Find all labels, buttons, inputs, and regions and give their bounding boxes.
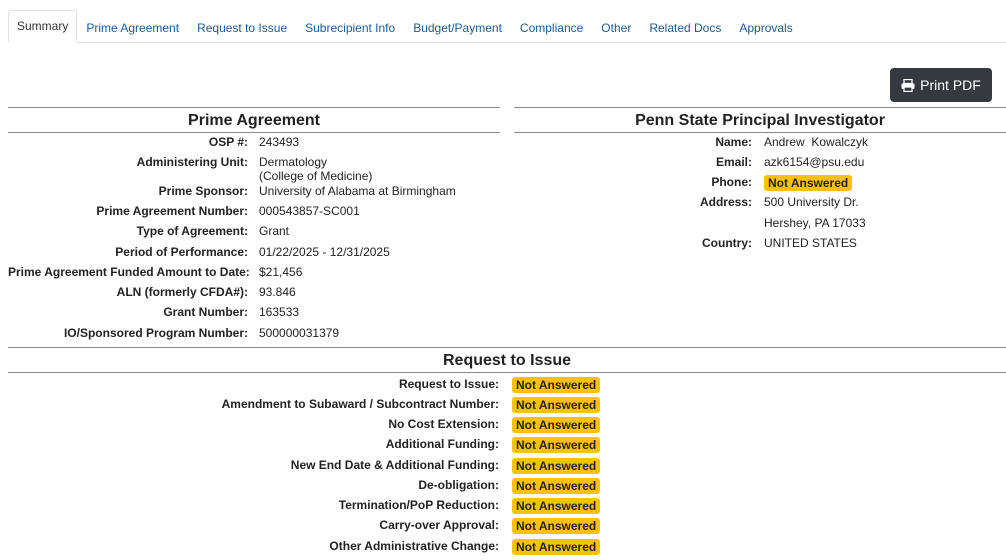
tab-other[interactable]: Other [601, 21, 632, 35]
grant-number-value: 163533 [259, 305, 300, 319]
prime-agreement-number-value: 000543857-SC001 [259, 204, 360, 218]
period-of-performance-value: 01/22/2025 - 12/31/2025 [259, 245, 390, 259]
termination-pop-reduction-label: Termination/PoP Reduction: [338, 498, 499, 512]
administering-unit-value: Dermatology [259, 155, 328, 169]
request-to-issue-badge: Not Answered [512, 377, 600, 393]
prime-agreement-heading: Prime Agreement [8, 107, 500, 133]
tab-related-docs[interactable]: Related Docs [649, 21, 722, 35]
aln-value: 93.846 [259, 285, 296, 299]
de-obligation-badge: Not Answered [512, 478, 600, 494]
printer-icon [901, 79, 915, 92]
pi-country-label: Country: [702, 236, 752, 250]
agreement-type-label: Type of Agreement: [136, 224, 248, 238]
tab-prime-agreement[interactable]: Prime Agreement [86, 21, 180, 35]
request-to-issue-heading: Request to Issue [8, 347, 1006, 373]
no-cost-extension-label: No Cost Extension: [388, 417, 499, 431]
agreement-type-value: Grant [259, 224, 290, 238]
administering-unit-college: (College of Medicine) [259, 169, 373, 183]
other-administrative-change-badge: Not Answered [512, 539, 600, 555]
additional-funding-badge: Not Answered [512, 437, 600, 453]
osp-label: OSP #: [208, 135, 248, 149]
carry-over-approval-label: Carry-over Approval: [379, 518, 499, 532]
other-administrative-change-label: Other Administrative Change: [329, 539, 499, 553]
pi-address-line1: 500 University Dr. [764, 195, 859, 209]
prime-sponsor-label: Prime Sponsor: [158, 184, 248, 198]
de-obligation-label: De-obligation: [418, 478, 499, 492]
additional-funding-label: Additional Funding: [385, 437, 499, 451]
pi-address-line2: Hershey, PA 17033 [764, 216, 866, 230]
grant-number-label: Grant Number: [163, 305, 248, 319]
tab-compliance[interactable]: Compliance [519, 21, 584, 35]
print-pdf-label: Print PDF [920, 77, 981, 93]
principal-investigator-heading: Penn State Principal Investigator [514, 107, 1006, 133]
pi-email-label: Email: [715, 155, 752, 169]
tab-subrecipient-info[interactable]: Subrecipient Info [305, 21, 396, 35]
pi-phone-status-badge: Not Answered [764, 175, 852, 191]
pi-country-value: UNITED STATES [764, 236, 857, 250]
tab-summary[interactable]: Summary [8, 10, 77, 43]
carry-over-approval-badge: Not Answered [512, 518, 600, 534]
funded-amount-value: $21,456 [259, 265, 303, 279]
pi-name-value: Andrew Kowalczyk [764, 135, 869, 149]
tab-approvals[interactable]: Approvals [739, 21, 793, 35]
new-end-date-funding-label: New End Date & Additional Funding: [290, 458, 499, 472]
new-end-date-funding-badge: Not Answered [512, 458, 600, 474]
period-of-performance-label: Period of Performance: [115, 245, 248, 259]
funded-amount-label: Prime Agreement Funded Amount to Date: [8, 265, 250, 279]
prime-agreement-number-label: Prime Agreement Number: [96, 204, 248, 218]
no-cost-extension-badge: Not Answered [512, 417, 600, 433]
amendment-number-label: Amendment to Subaward / Subcontract Number: [221, 397, 499, 411]
termination-pop-reduction-badge: Not Answered [512, 498, 600, 514]
aln-label: ALN (formerly CFDA#): [116, 285, 248, 299]
prime-sponsor-value: University of Alabama at Birmingham [259, 184, 456, 198]
administering-unit-label: Administering Unit: [136, 155, 248, 169]
pi-email-value: azk6154@psu.edu [764, 155, 865, 169]
tab-request-to-issue[interactable]: Request to Issue [197, 21, 288, 35]
print-pdf-button[interactable] [890, 68, 992, 102]
osp-value: 243493 [259, 135, 300, 149]
pi-name-label: Name: [715, 135, 752, 149]
io-sponsored-program-value: 500000031379 [259, 326, 340, 340]
amendment-number-badge: Not Answered [512, 397, 600, 413]
pi-address-label: Address: [699, 195, 752, 209]
io-sponsored-program-label: IO/Sponsored Program Number: [63, 326, 248, 340]
pi-phone-label: Phone: [711, 175, 752, 189]
request-to-issue-label: Request to Issue: [398, 377, 499, 391]
tab-bar [8, 10, 1006, 43]
tab-budget-payment[interactable]: Budget/Payment [413, 21, 502, 35]
